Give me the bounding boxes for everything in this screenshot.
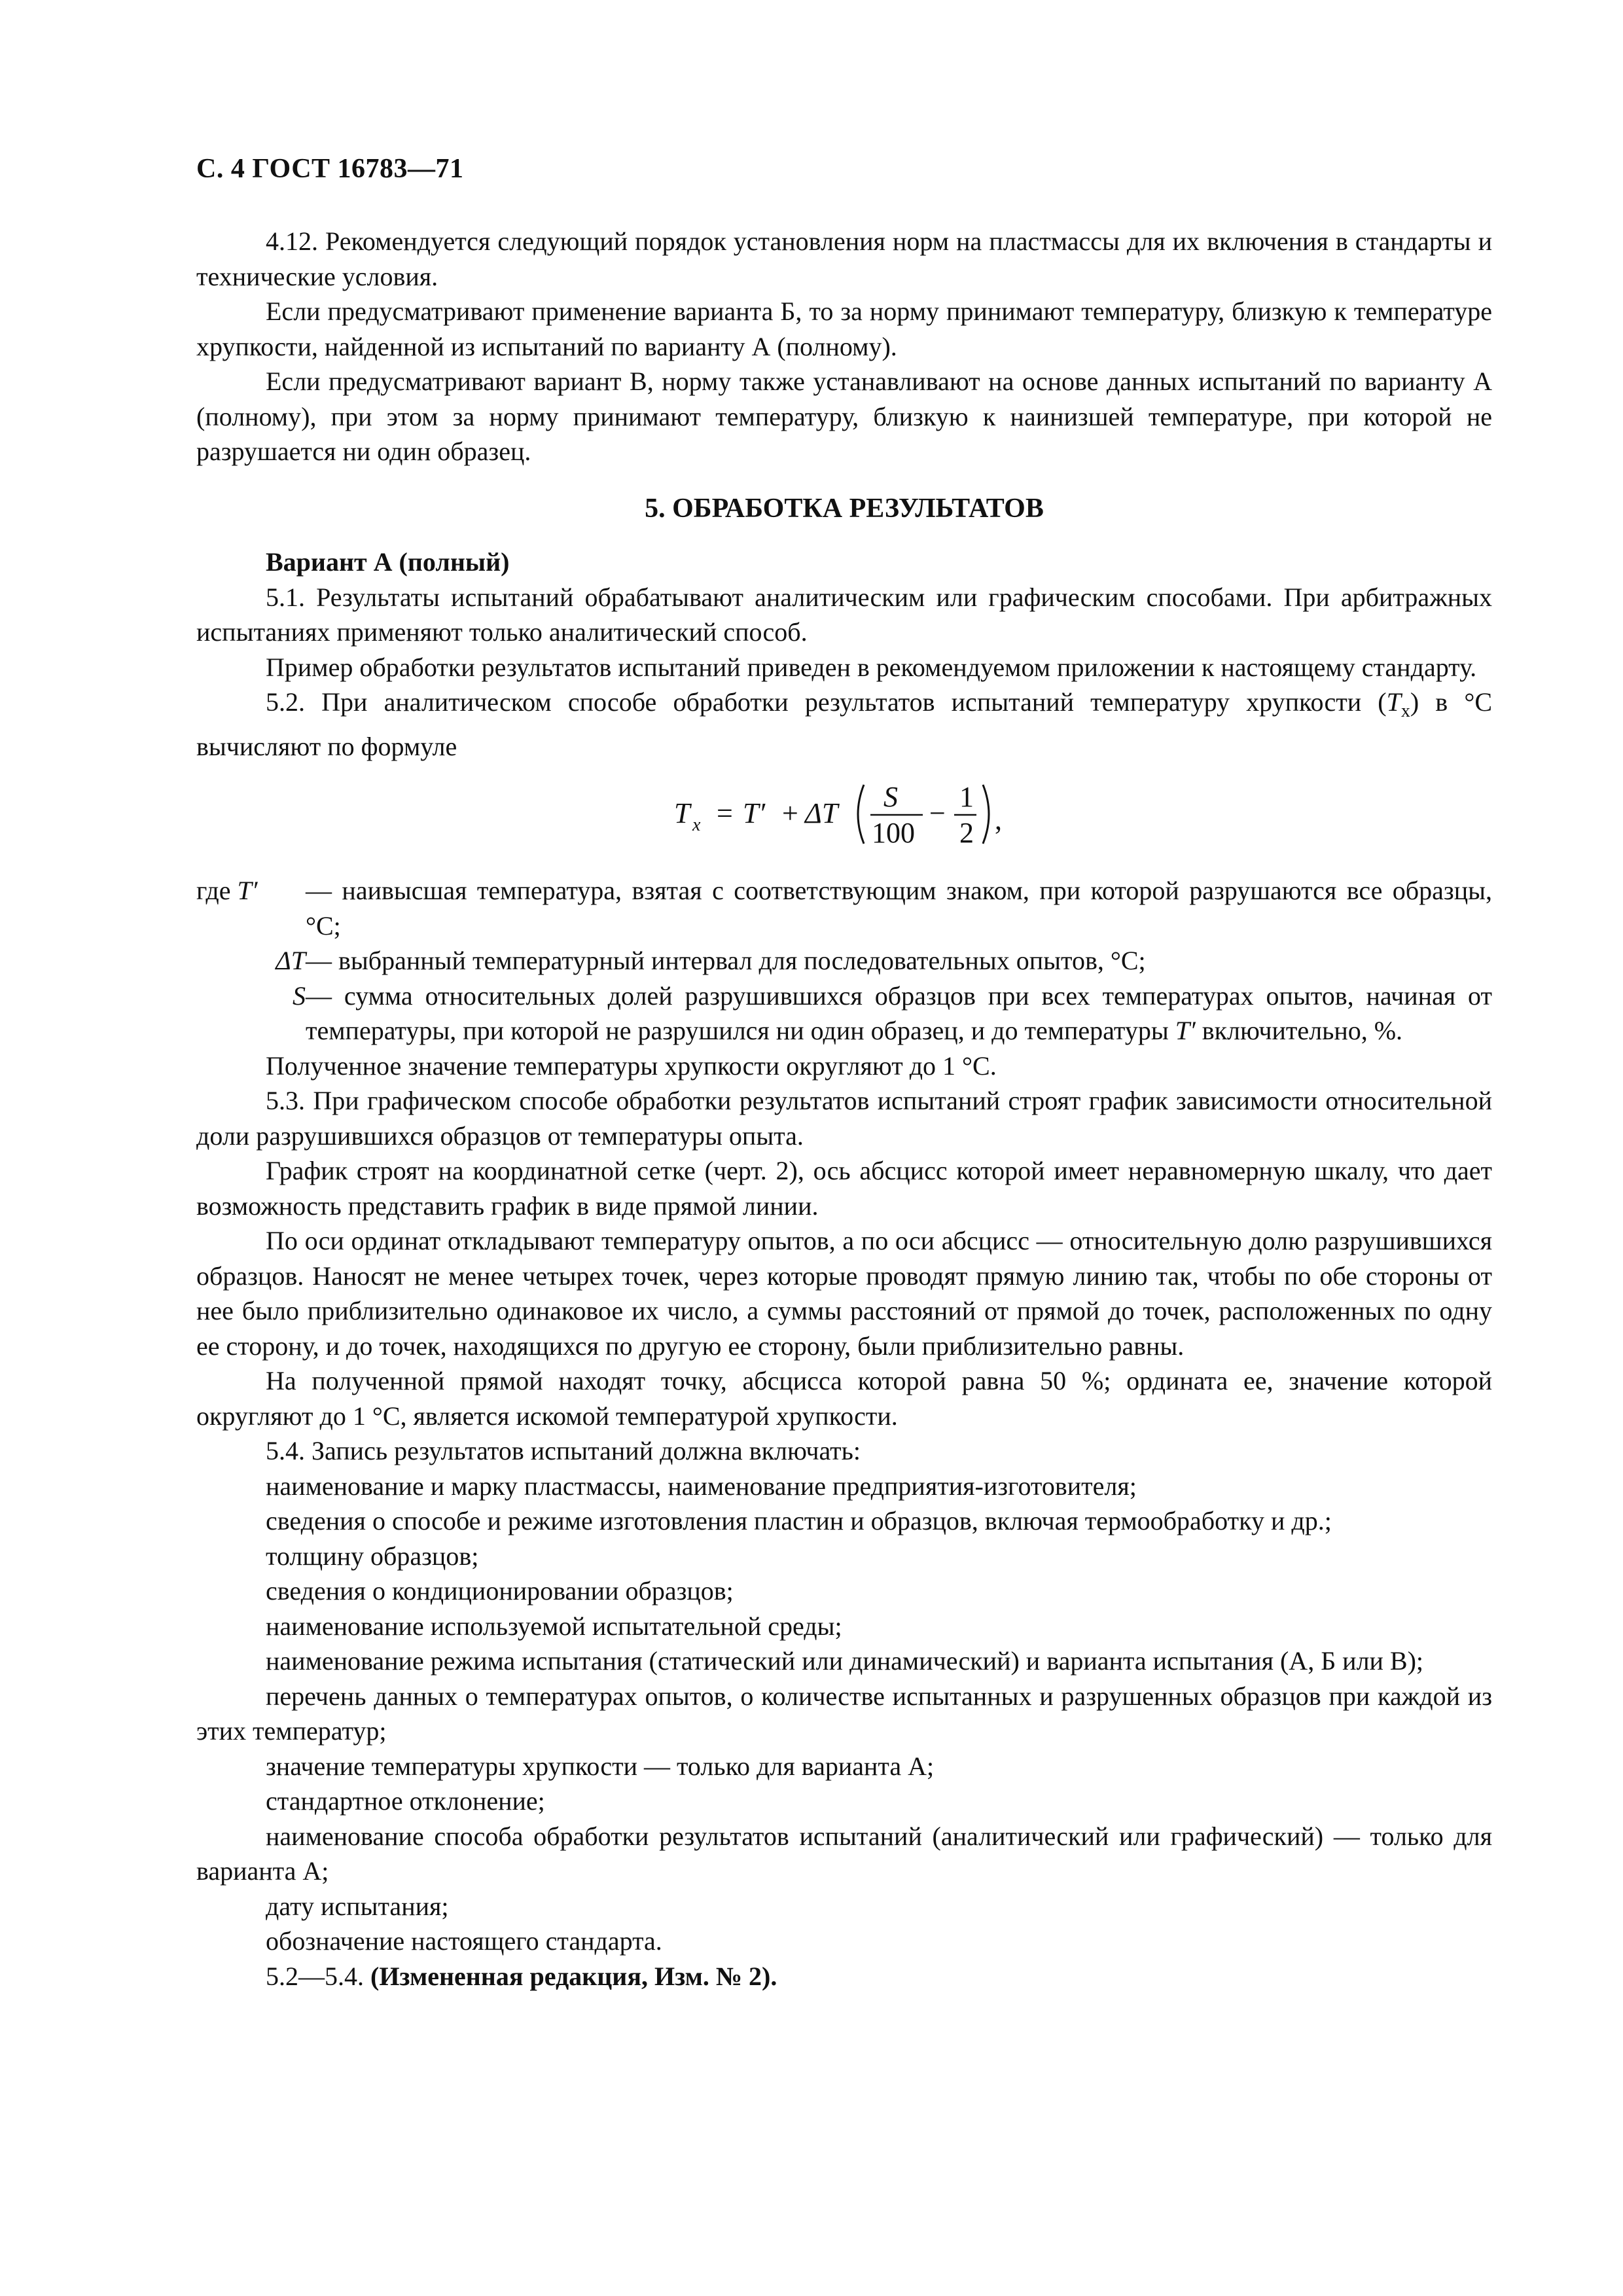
formula-delta-t: ΔT [805, 797, 838, 829]
definition-delta-t [196, 943, 1492, 978]
paragraph-5-2-symbol: T [1386, 687, 1401, 717]
list-item: наименование и марку пластмассы, наименование предприятия-изготовителя; [266, 1471, 1137, 1501]
paragraph-5-3-result: На полученной прямой находят точку, абсцисса которой равна 50 %; ордината ее, значение которой округляют до 1 °С, является искомой температурой хрупкости. [196, 1366, 1492, 1431]
paragraph-5-2 [196, 685, 1492, 764]
list-item: обозначение настоящего стандарта. [266, 1926, 662, 1956]
definition-where: где [196, 876, 231, 905]
list-item: сведения о кондиционировании образцов; [266, 1576, 734, 1605]
definition-s-text-b: включительно, %. [1202, 1016, 1403, 1045]
formula-definitions [196, 873, 1492, 1049]
list-item: дату испытания; [266, 1891, 449, 1921]
formula-lhs: T [674, 797, 690, 829]
definition-delta-t-symbol: ΔT [276, 946, 306, 975]
section-title: 5. ОБРАБОТКА РЕЗУЛЬТАТОВ [645, 493, 1044, 524]
definition-t-prime-sym: T′ [237, 876, 258, 905]
definition-s [196, 978, 1492, 1049]
formula-den-100: 100 [872, 817, 915, 849]
formula-plus: + [782, 797, 798, 829]
paragraph-5-2-text-a: 5.2. При аналитическом способе обработки результатов испытаний температуру хрупкости ( [266, 687, 1387, 717]
formula-minus: − [929, 797, 946, 829]
formula-num-s: S [883, 781, 898, 813]
paragraph-4-12: 4.12. Рекомендуется следующий порядок установления норм на пластмассы для их включения в стандарты и технические условия. [196, 226, 1492, 291]
document-body [196, 224, 1492, 1994]
amendment-prefix: 5.2—5.4. [266, 1961, 364, 1991]
formula-graphic [668, 770, 1034, 859]
paragraph-5-2-subscript: x [1400, 701, 1410, 721]
definition-delta-t-text: — выбранный температурный интервал для последовательных опытов, °С; [306, 946, 1146, 975]
variant-heading: Вариант А (полный) [266, 547, 510, 577]
definition-t-prime-symbol [196, 873, 306, 943]
paragraph-5-3-grid: График строят на координатной сетке (черт. 2), ось абсцисс которой имеет неравномерную шкалу, что дает возможность представить график в виде прямой линии. [196, 1156, 1492, 1221]
paragraph-4-12-variant-b: Если предусматривают применение варианта Б, то за норму принимают температуру, близкую к температуре хрупкости, найденной из испытаний по варианту А (полному). [196, 296, 1492, 361]
list-item: наименование используемой испытательной среды; [266, 1611, 842, 1641]
list-item: толщину образцов; [266, 1541, 479, 1571]
paragraph-4-12-variant-v: Если предусматривают вариант В, норму также устанавливают на основе данных испытаний по варианту А (полному), при этом за норму принимают температуру, близкую к наинизшей температуре, при которой не разрушается ни один образец. [196, 367, 1492, 466]
formula-right-paren [983, 785, 989, 844]
paragraph-5-2-rounding: Полученное значение температуры хрупкости округляют до 1 °С. [266, 1050, 997, 1081]
paragraph-5-1: 5.1. Результаты испытаний обрабатывают аналитическим или графическим способами. При арбитражных испытаниях применяют только аналитический способ. [196, 582, 1492, 647]
definition-t-prime [196, 873, 1492, 943]
paragraph-5-4: 5.4. Запись результатов испытаний должна включать: [266, 1436, 861, 1465]
formula-lhs-sub: x [692, 815, 701, 835]
definition-s-text [306, 978, 1492, 1049]
definition-s-text-sym: T′ [1175, 1016, 1196, 1045]
list-item: сведения о способе и режиме изготовления пластин и образцов, включая термообработку и др.; [266, 1506, 1332, 1535]
formula-comma: , [995, 804, 1002, 836]
paragraph-5-1-example: Пример обработки результатов испытаний приведен в рекомендуемом приложении к настоящему стандарту. [266, 652, 1477, 682]
formula-den-2: 2 [959, 817, 974, 849]
formula-num-1: 1 [959, 781, 974, 813]
brittleness-formula [196, 770, 1492, 859]
formula-left-paren [858, 785, 864, 844]
list-item: наименование режима испытания (статический или динамический) и варианта испытания (А, Б или В); [266, 1646, 1424, 1676]
definition-s-text-a: — сумма относительных долей разрушившихся образцов при всех температурах опытов, начиная от температуры, при которой не разрушился ни один образец, и до температуры [306, 980, 1492, 1045]
definition-t-prime-text: — наивысшая температура, взятая с соответствующим знаком, при которой разрушаются все образцы, °С; [306, 876, 1492, 941]
formula-t-prime: T′ [743, 797, 766, 829]
paragraph-5-3: 5.3. При графическом способе обработки результатов испытаний строят график зависимости относительной доли разрушившихся образцов от температуры опыта. [196, 1086, 1492, 1151]
list-item: наименование способа обработки результатов испытаний (аналитический или графический) — только для варианта А; [196, 1821, 1492, 1886]
amendment-label: (Измененная редакция, Изм. № 2). [370, 1961, 777, 1991]
formula-equals: = [717, 797, 733, 829]
amendment-note [196, 1959, 1492, 1994]
page-header: С. 4 ГОСТ 16783—71 [196, 154, 464, 184]
list-item: перечень данных о температурах опытов, о количестве испытанных и разрушенных образцов при каждой из этих температур; [196, 1681, 1492, 1746]
list-item: стандартное отклонение; [266, 1786, 545, 1816]
definition-s-symbol: S [293, 980, 306, 1011]
list-item: значение температуры хрупкости — только для варианта А; [266, 1751, 935, 1781]
paragraph-5-2-text-b: ) в °С вычисляют по формуле [196, 687, 1493, 761]
paragraph-5-3-axes: По оси ординат откладывают температуру опытов, а по оси абсцисс — относительную долю разрушившихся образцов. Наносят не менее четырех точек, через которые проводят прямую линию так, чтобы по обе стороны от нее было приблизительно одинаковое их число, а суммы расстояний от прямой до точек, расположенных по одну ее сторону, и до точек, находящихся по другую ее сторону, были приблизительно равны. [196, 1226, 1492, 1361]
